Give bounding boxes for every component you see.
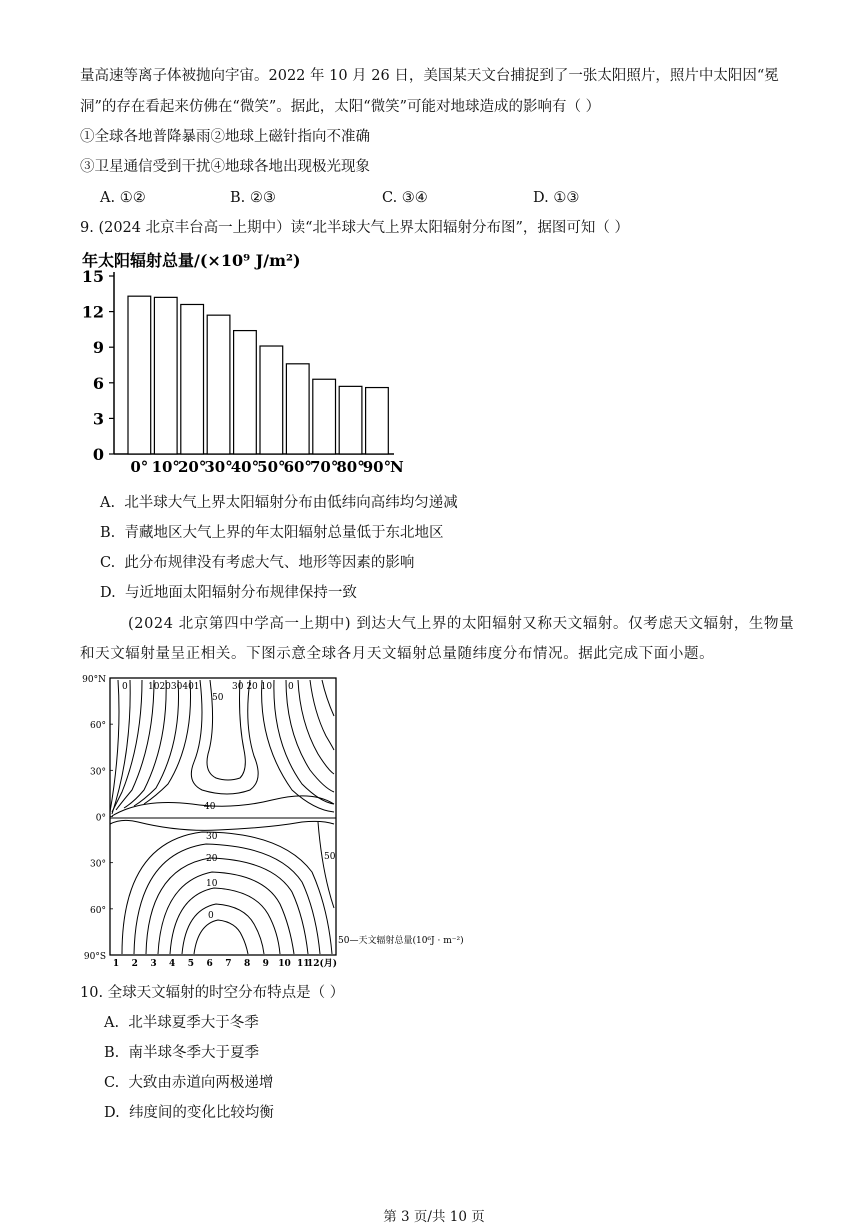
contour-y-label-5: 60°: [90, 905, 106, 916]
bar-y-tick-0: 0: [92, 445, 104, 464]
contour-label-s-0: 0: [208, 911, 214, 921]
contour-y-label-2: 30°: [90, 767, 106, 778]
contour-y-labels: [82, 675, 113, 962]
bar-x-tick-1: 10°: [151, 458, 180, 476]
contour-label-s-30: 30: [206, 832, 218, 842]
contour-x-label-4: 5: [187, 959, 195, 969]
page-footer: 第 3 页/共 10 页: [383, 1209, 485, 1225]
bar-40°: [234, 331, 257, 454]
contour-label-n-40: 40: [204, 802, 216, 812]
bar-10°: [154, 297, 177, 454]
solar-radiation-bar-chart: [81, 244, 414, 476]
q10-option-a: A. 北半球夏季大于冬季: [104, 1015, 259, 1031]
contour-x-label-7: 8: [243, 959, 251, 969]
bar-x-tick-0: 0°: [130, 458, 149, 476]
q9-stem: 9. (2024 北京丰台高一上期中）读“北半球大气上界太阳辐射分布图”，据图可知（ ）: [80, 220, 630, 236]
q9-option-a: A. 北半球大气上界太阳辐射分布由低纬向高纬均匀递减: [100, 495, 458, 511]
passage-line2: 和天文辐射量呈正相关。下图示意全球各月天文辐射总量随纬度分布情况。据此完成下面小题。: [80, 646, 715, 662]
bar-60°: [286, 364, 309, 454]
q8-option-d: D. ①③: [533, 190, 580, 206]
q8-items-line1: ①全球各地普降暴雨②地球上磁针指向不准确: [80, 129, 370, 145]
bar-30°: [207, 315, 230, 454]
contour-x-label-0: 1: [112, 959, 120, 969]
bar-y-tick-2: 6: [92, 373, 104, 393]
bar-50°: [260, 346, 283, 454]
q8-option-a: A. ①②: [100, 190, 146, 206]
bar-y-tick-5: 15: [81, 267, 104, 286]
contour-x-label-5: 6: [206, 959, 213, 969]
astronomical-radiation-contour-chart: [82, 672, 482, 970]
contour-y-label-3: 0°: [95, 813, 106, 824]
q10-option-c: C. 大致由赤道向两极递增: [104, 1075, 274, 1091]
bar-x-tick-8: 80°: [336, 458, 365, 476]
bar-x-tick-6: 60°: [283, 458, 312, 476]
bar-chart-bars: [128, 296, 388, 454]
contour-lines: [110, 680, 334, 954]
q8-option-b: B. ②③: [230, 190, 276, 206]
bar-x-tick-5: 50°: [257, 458, 286, 476]
bar-x-tick-9: 90°: [362, 458, 392, 476]
contour-x-labels: [113, 958, 337, 969]
bar-chart-title: 年太阳辐射总量/(×10⁹ J/m²): [82, 251, 301, 270]
contour-label-n-50: 50: [212, 693, 224, 703]
q8-stem-line2: 洞”的存在看起来仿佛在“微笑”。据此，太阳“微笑”可能对地球造成的影响有（ ）: [80, 99, 601, 115]
contour-label-s-10: 10: [206, 879, 218, 889]
contour-x-label-9: 10: [278, 959, 291, 969]
contour-label-s-50: 50: [324, 852, 336, 862]
contour-legend: 50—天文辐射总量(10⁶J · m⁻²): [338, 936, 464, 946]
q8-option-c: C. ③④: [382, 190, 428, 206]
bar-x-axis-suffix: N: [390, 458, 404, 476]
passage-line1: (2024 北京第四中学高一上期中) 到达大气上界的太阳辐射又称天文辐射。仅考虑天文辐射，生物量: [128, 616, 795, 632]
q10-stem: 10. 全球天文辐射的时空分布特点是（ ）: [80, 985, 345, 1001]
contour-x-label-3: 4: [169, 959, 176, 969]
bar-x-tick-7: 70°: [309, 458, 339, 476]
q9-option-b: B. 青藏地区大气上界的年太阳辐射总量低于东北地区: [100, 525, 444, 541]
q9-option-c: C. 此分布规律没有考虑大气、地形等因素的影响: [100, 555, 415, 571]
bar-chart-y-ticks: [82, 267, 114, 464]
contour-label-n-0: 0: [122, 682, 128, 692]
bar-y-tick-4: 12: [81, 302, 104, 322]
contour-x-label-8: 9: [262, 959, 269, 969]
q9-option-d: D. 与近地面太阳辐射分布规律保持一致: [100, 585, 357, 601]
q8-items-line2: ③卫星通信受到干扰④地球各地出现极光现象: [80, 159, 370, 175]
bar-90°: [366, 388, 389, 454]
contour-x-label-11: 12(月): [306, 959, 338, 969]
contour-y-label-6: 90°S: [83, 952, 106, 962]
contour-label-s-20: 20: [206, 854, 218, 864]
bar-y-tick-3: 9: [92, 338, 104, 358]
bar-y-tick-1: 3: [92, 409, 104, 429]
contour-label-n-cluster-left: 102030401: [148, 682, 200, 692]
contour-x-label-1: 2: [131, 959, 138, 969]
contour-frame: [110, 678, 336, 955]
bar-chart-x-ticks: [130, 458, 404, 476]
q8-stem-line1: 量高速等离子体被抛向宇宙。2022 年 10 月 26 日，美国某天文台捕捉到了一张太阳照片，照片中太阳因“冕: [80, 68, 779, 84]
contour-y-label-0: 90°N: [82, 675, 106, 685]
bar-x-tick-3: 30°: [204, 458, 233, 476]
bar-x-tick-2: 20°: [177, 458, 207, 476]
q10-option-b: B. 南半球冬季大于夏季: [104, 1045, 259, 1061]
contour-x-label-2: 3: [150, 959, 157, 969]
bar-70°: [313, 379, 336, 454]
bar-20°: [181, 304, 204, 454]
contour-label-n-0-right: 0: [288, 682, 294, 692]
contour-x-label-10: 11: [297, 959, 310, 969]
bar-80°: [339, 386, 362, 454]
contour-label-n-cluster-right: 30 20 10: [232, 682, 273, 692]
q10-option-d: D. 纬度间的变化比较均衡: [104, 1105, 274, 1121]
contour-y-label-1: 60°: [90, 721, 106, 732]
bar-x-tick-4: 40°: [230, 458, 260, 476]
contour-y-label-4: 30°: [90, 859, 106, 870]
contour-x-label-6: 7: [225, 959, 232, 969]
bar-0°: [128, 296, 151, 454]
